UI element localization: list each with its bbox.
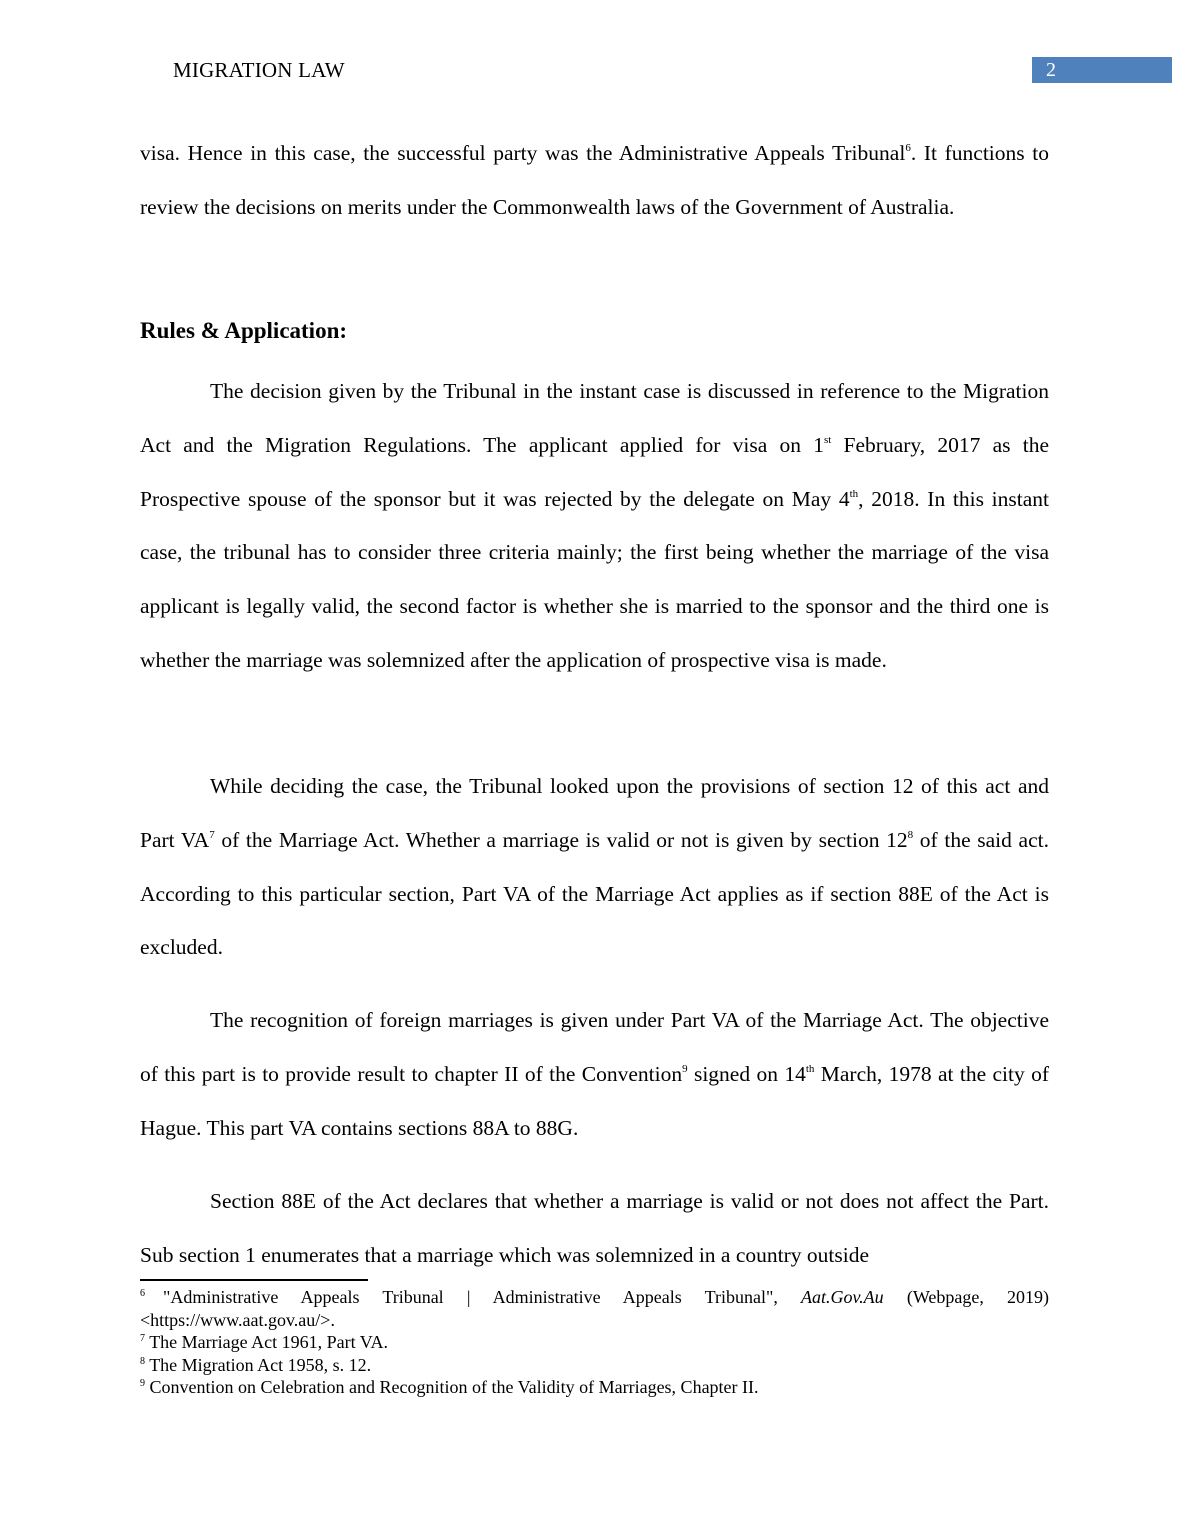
footnote-text: The Marriage Act 1961, Part VA. xyxy=(149,1332,388,1352)
paragraph-text: . It functions to review the decisions on merits under the Commonwealth laws of the Government of Australia. xyxy=(140,141,1050,219)
footnote-separator xyxy=(140,1279,368,1281)
paragraph-text: While deciding the case, the Tribunal looked upon the provisions of section 12 of this act and Part VA xyxy=(140,774,1049,852)
paragraph-text: of the Marriage Act. Whether a marriage is valid or not is given by section 12 xyxy=(214,827,908,852)
footnote-number: 6 xyxy=(140,1288,145,1299)
footnote-number: 8 xyxy=(140,1355,145,1367)
footnote-number: 7 xyxy=(140,1333,145,1344)
footnote-number: 9 xyxy=(140,1378,145,1389)
footnote-7 xyxy=(140,1331,1049,1354)
footnote-text: Convention on Celebration and Recognition of the Validity of Marriages, Chapter II. xyxy=(149,1377,759,1397)
paragraph-foreign-marriages xyxy=(140,994,1049,1155)
footnote-ref-7[interactable]: 7 xyxy=(209,828,215,841)
paragraph-text: The decision given by the Tribunal in the instant case is discussed in reference to the Migration Act and the Migration Regulations. The applicant applied for visa on 1 xyxy=(140,379,1049,457)
page-number-box: 2 xyxy=(1032,57,1172,83)
paragraph-section-88e xyxy=(140,1175,1049,1283)
paragraph-text: Section 88E of the Act declares that whether a marriage is valid or not does not affect the Part. Sub section 1 enumerates that a marriage which was solemnized in a country outside xyxy=(140,1189,1049,1267)
section-heading: Rules & Application: xyxy=(140,318,348,343)
footnote-ref-6[interactable]: 6 xyxy=(905,142,911,154)
ordinal-suffix: th xyxy=(849,487,859,500)
paragraph-text: The recognition of foreign marriages is given under Part VA of the Marriage Act. The objective of this part is to provide result to chapter II of the Convention xyxy=(140,1008,1049,1086)
footnote-8 xyxy=(140,1354,1049,1377)
running-header-title: MIGRATION LAW xyxy=(173,58,345,82)
footnote-9 xyxy=(140,1376,1049,1399)
footnote-text: "Administrative Appeals Tribunal | Administrative Appeals Tribunal", xyxy=(163,1287,801,1307)
footnote-italic-source: Aat.Gov.Au xyxy=(801,1287,884,1307)
paragraph-text: of the said act. According to this particular section, Part VA of the Marriage Act applies as if section 88E of the Act is excluded. xyxy=(140,827,1049,960)
footnote-6 xyxy=(140,1286,1049,1331)
paragraph-text: signed on 14 xyxy=(687,1061,806,1086)
paragraph-text: visa. Hence in this case, the successful party was the Administrative Appeals Tribunal xyxy=(140,141,906,165)
paragraph-tribunal-decision xyxy=(140,365,1049,688)
footnote-ref-9[interactable]: 9 xyxy=(682,1062,688,1075)
paragraph-text: March, 1978 at the city of Hague. This part VA contains sections 88A to 88G. xyxy=(140,1061,1049,1140)
footnote-ref-8[interactable]: 8 xyxy=(907,828,914,841)
ordinal-suffix: st xyxy=(823,433,832,446)
footnote-text: The Migration Act 1958, s. 12. xyxy=(149,1354,372,1375)
paragraph-section-12 xyxy=(140,760,1049,975)
footnote-text: (Webpage, 2019) <https://www.aat.gov.au/>. xyxy=(140,1287,1050,1330)
paragraph-text: February, 2017 as the Prospective spouse of the sponsor but it was rejected by the delegate on May 4 xyxy=(140,432,1049,511)
ordinal-suffix: th xyxy=(805,1062,815,1075)
paragraph-continued xyxy=(140,127,1049,235)
footnotes xyxy=(140,1286,1049,1399)
paragraph-text: , 2018. In this instant case, the tribunal has to consider three criteria mainly; the first being whether the marriage of the visa applicant is legally valid, the second factor is whether she is married to the sponsor and the third one is whether the marriage was solemnized after the application of prospective visa is made. xyxy=(140,486,1049,672)
